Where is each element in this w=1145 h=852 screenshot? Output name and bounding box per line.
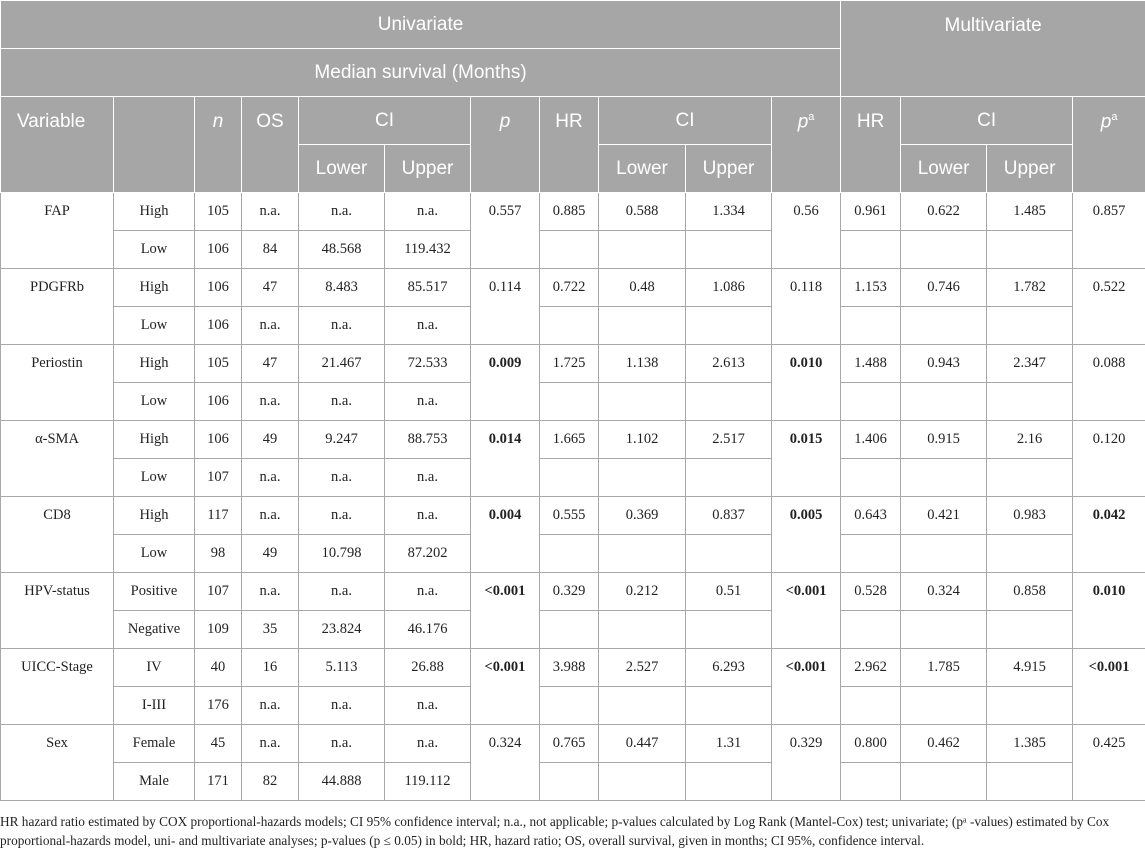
os-cell: n.a. — [242, 459, 299, 497]
level-cell: Low — [114, 231, 195, 269]
multi-ci-lower-cell: 0.324 — [901, 573, 987, 611]
hr-cell: 0.329 — [540, 573, 599, 611]
os-ci-lower-cell: n.a. — [299, 307, 385, 345]
hr-ci-upper-cell: 0.51 — [686, 573, 772, 611]
os-cell: 49 — [242, 421, 299, 459]
multi-ci-upper-cell — [987, 231, 1073, 269]
multi-hr-cell: 2.962 — [841, 649, 901, 687]
os-ci-lower-cell: 5.113 — [299, 649, 385, 687]
multi-hr-cell — [841, 763, 901, 801]
multi-ci-lower-cell: 0.746 — [901, 269, 987, 307]
p-cell: <0.001 — [471, 649, 540, 725]
multi-hr-cell — [841, 307, 901, 345]
hr-ci-upper-cell: 0.837 — [686, 497, 772, 535]
os-ci-upper-cell: 72.533 — [385, 345, 471, 383]
level-cell: High — [114, 421, 195, 459]
variable-header: Variable — [1, 97, 114, 193]
table-row — [1, 573, 1145, 611]
hr-ci-lower-cell: 1.138 — [599, 345, 686, 383]
level-cell: Low — [114, 383, 195, 421]
os-ci-lower-cell: n.a. — [299, 193, 385, 231]
pa-cell: 0.010 — [772, 345, 841, 421]
os-ci-lower-cell: 44.888 — [299, 763, 385, 801]
multi-hr-cell: 0.528 — [841, 573, 901, 611]
p-cell: <0.001 — [471, 573, 540, 649]
multi-hr-cell: 1.488 — [841, 345, 901, 383]
os-cell: n.a. — [242, 687, 299, 725]
pa-cell: <0.001 — [772, 573, 841, 649]
hr-ci-upper-cell — [686, 611, 772, 649]
level-cell: Positive — [114, 573, 195, 611]
hr-cell: 1.665 — [540, 421, 599, 459]
univariate-header: Univariate — [1, 1, 841, 49]
multi-pa-cell: 0.088 — [1073, 345, 1145, 421]
hr-cell: 3.988 — [540, 649, 599, 687]
multi-ci-lower-cell: 0.462 — [901, 725, 987, 763]
table-footnote: HR hazard ratio estimated by COX proportional-hazards models; CI 95% confidence interval; n.a., not applicable; p-values calculated by Log Rank (Mantel-Cox) test; univariate; (pᵃ -values) estimated by Cox proportional-hazards model, uni- and multivariate analyses; p-values (p ≤ 0.05) in bold; HR, hazard ratio; OS, overall survival, given in months; CI 95%, confidence interval. — [0, 814, 1110, 848]
level-cell: I-III — [114, 687, 195, 725]
multi-ci-lower-cell: 0.943 — [901, 345, 987, 383]
hr-header: HR — [540, 97, 599, 193]
p-header: p — [471, 97, 540, 193]
multi-ci-lower-cell — [901, 459, 987, 497]
variable-cell: Sex — [1, 725, 114, 801]
n-cell: 106 — [195, 383, 242, 421]
hr-ci-lower-cell: 0.212 — [599, 573, 686, 611]
n-cell: 106 — [195, 269, 242, 307]
table-row — [1, 497, 1145, 535]
multi-ci-lower-cell: 0.622 — [901, 193, 987, 231]
os-cell: n.a. — [242, 725, 299, 763]
n-cell: 106 — [195, 307, 242, 345]
hr-ci-upper-cell — [686, 535, 772, 573]
median-survival-header: Median survival (Months) — [1, 49, 841, 97]
p-cell: 0.004 — [471, 497, 540, 573]
hr-ci-upper-cell: 1.334 — [686, 193, 772, 231]
hr-ci-lower-cell — [599, 687, 686, 725]
multi-ci-upper-cell: 0.983 — [987, 497, 1073, 535]
hr-ci-lower-cell — [599, 231, 686, 269]
hr-cell — [540, 763, 599, 801]
os-ci-lower-cell: n.a. — [299, 573, 385, 611]
hr-cell: 0.885 — [540, 193, 599, 231]
os-ci-lower-cell: n.a. — [299, 725, 385, 763]
variable-cell: CD8 — [1, 497, 114, 573]
multi-ci-upper-cell: 1.385 — [987, 725, 1073, 763]
os-ci-lower-cell: 21.467 — [299, 345, 385, 383]
multi-pa-cell: <0.001 — [1073, 649, 1145, 725]
multi-hr-cell: 1.153 — [841, 269, 901, 307]
pa-cell: 0.015 — [772, 421, 841, 497]
hr-ci-lower-cell: 2.527 — [599, 649, 686, 687]
p-cell: 0.014 — [471, 421, 540, 497]
multi-ci-upper-cell: 1.782 — [987, 269, 1073, 307]
hr-ci-lower-cell — [599, 535, 686, 573]
multi-ci-upper-cell — [987, 307, 1073, 345]
multi-hr-cell — [841, 383, 901, 421]
level-cell: High — [114, 497, 195, 535]
hr-ci-header: CI — [599, 97, 772, 145]
multi-hr-header: HR — [841, 97, 901, 193]
level-cell: High — [114, 345, 195, 383]
table-row — [1, 687, 1145, 725]
os-ci-upper-cell: n.a. — [385, 725, 471, 763]
multi-ci-lower-cell — [901, 763, 987, 801]
n-cell: 171 — [195, 763, 242, 801]
os-ci-upper-cell: 87.202 — [385, 535, 471, 573]
os-ci-lower-cell: 8.483 — [299, 269, 385, 307]
multi-ci-lower-cell — [901, 307, 987, 345]
os-cell: 47 — [242, 269, 299, 307]
table-row — [1, 345, 1145, 383]
p-cell: 0.557 — [471, 193, 540, 269]
multi-ci-lower-cell — [901, 535, 987, 573]
os-ci-upper-cell: n.a. — [385, 497, 471, 535]
multi-ci-upper-cell — [987, 687, 1073, 725]
multi-ci-lower-cell — [901, 687, 987, 725]
ci-header: CI — [299, 97, 471, 145]
os-cell: 16 — [242, 649, 299, 687]
n-cell: 117 — [195, 497, 242, 535]
hr-ci-lower-cell — [599, 763, 686, 801]
os-ci-upper-cell: n.a. — [385, 307, 471, 345]
multi-hr-cell: 0.800 — [841, 725, 901, 763]
os-cell: 35 — [242, 611, 299, 649]
table-row — [1, 383, 1145, 421]
multi-ci-lower-header: Lower — [901, 145, 987, 193]
hr-ci-upper-cell: 6.293 — [686, 649, 772, 687]
multi-pa-cell: 0.522 — [1073, 269, 1145, 345]
multi-ci-upper-cell: 0.858 — [987, 573, 1073, 611]
n-header: n — [195, 97, 242, 193]
table-row — [1, 421, 1145, 459]
os-ci-upper-cell: 26.88 — [385, 649, 471, 687]
pa-cell: 0.329 — [772, 725, 841, 801]
multi-ci-upper-cell — [987, 383, 1073, 421]
os-ci-lower-cell: n.a. — [299, 497, 385, 535]
multi-hr-cell: 1.406 — [841, 421, 901, 459]
hr-ci-upper-cell: 2.613 — [686, 345, 772, 383]
hr-ci-upper-header: Upper — [686, 145, 772, 193]
hr-ci-lower-cell — [599, 459, 686, 497]
os-cell: 84 — [242, 231, 299, 269]
os-ci-upper-cell: n.a. — [385, 193, 471, 231]
multi-ci-lower-cell — [901, 611, 987, 649]
os-header: OS — [242, 97, 299, 193]
hr-cell: 0.555 — [540, 497, 599, 535]
n-cell: 107 — [195, 459, 242, 497]
os-ci-upper-cell: 119.112 — [385, 763, 471, 801]
n-cell: 98 — [195, 535, 242, 573]
hr-ci-lower-cell: 0.48 — [599, 269, 686, 307]
level-cell: Low — [114, 459, 195, 497]
os-ci-lower-cell: 10.798 — [299, 535, 385, 573]
multi-ci-upper-cell: 1.485 — [987, 193, 1073, 231]
multi-ci-upper-header: Upper — [987, 145, 1073, 193]
os-ci-upper-cell: n.a. — [385, 383, 471, 421]
variable-cell: UICC-Stage — [1, 649, 114, 725]
os-ci-upper-cell: 119.432 — [385, 231, 471, 269]
n-cell: 105 — [195, 345, 242, 383]
os-cell: n.a. — [242, 497, 299, 535]
os-ci-upper-cell: n.a. — [385, 459, 471, 497]
variable-cell: FAP — [1, 193, 114, 269]
variable-cell: α-SMA — [1, 421, 114, 497]
hr-ci-lower-cell — [599, 383, 686, 421]
hr-ci-lower-header: Lower — [599, 145, 686, 193]
hr-ci-upper-cell — [686, 231, 772, 269]
os-ci-lower-header: Lower — [299, 145, 385, 193]
p-cell: 0.114 — [471, 269, 540, 345]
multi-pa-cell: 0.010 — [1073, 573, 1145, 649]
hr-ci-lower-cell — [599, 611, 686, 649]
multi-pa-cell: 0.857 — [1073, 193, 1145, 269]
variable-cell: HPV-status — [1, 573, 114, 649]
n-cell: 176 — [195, 687, 242, 725]
p-cell: 0.009 — [471, 345, 540, 421]
level-cell: Negative — [114, 611, 195, 649]
multi-pa-cell: 0.120 — [1073, 421, 1145, 497]
level-cell: IV — [114, 649, 195, 687]
multi-ci-lower-cell: 0.421 — [901, 497, 987, 535]
os-cell: 49 — [242, 535, 299, 573]
pa-cell: 0.005 — [772, 497, 841, 573]
multi-hr-cell: 0.961 — [841, 193, 901, 231]
table-row — [1, 725, 1145, 763]
multi-hr-cell: 0.643 — [841, 497, 901, 535]
n-cell: 106 — [195, 421, 242, 459]
table-row — [1, 459, 1145, 497]
multi-pa-cell: 0.042 — [1073, 497, 1145, 573]
multi-ci-lower-cell — [901, 383, 987, 421]
multi-ci-lower-cell — [901, 231, 987, 269]
os-cell: 47 — [242, 345, 299, 383]
multi-ci-upper-cell: 2.16 — [987, 421, 1073, 459]
multi-hr-cell — [841, 459, 901, 497]
n-cell: 109 — [195, 611, 242, 649]
level-cell: Female — [114, 725, 195, 763]
table-row — [1, 611, 1145, 649]
hr-ci-lower-cell: 0.369 — [599, 497, 686, 535]
multi-ci-lower-cell: 0.915 — [901, 421, 987, 459]
pa-cell: 0.56 — [772, 193, 841, 269]
hr-cell — [540, 231, 599, 269]
multi-ci-upper-cell — [987, 459, 1073, 497]
multi-pa-cell: 0.425 — [1073, 725, 1145, 801]
multi-hr-cell — [841, 611, 901, 649]
variable-cell: Periostin — [1, 345, 114, 421]
pa-header: $p^a$ — [772, 97, 841, 193]
level-cell: Low — [114, 307, 195, 345]
hr-ci-upper-cell — [686, 459, 772, 497]
level-cell: Male — [114, 763, 195, 801]
multi-ci-upper-cell — [987, 611, 1073, 649]
os-ci-lower-cell: 48.568 — [299, 231, 385, 269]
os-cell: n.a. — [242, 307, 299, 345]
hr-ci-upper-cell: 2.517 — [686, 421, 772, 459]
multi-ci-upper-cell: 2.347 — [987, 345, 1073, 383]
variable-cell: PDGFRb — [1, 269, 114, 345]
level-cell: High — [114, 193, 195, 231]
multi-hr-cell — [841, 535, 901, 573]
hr-cell — [540, 535, 599, 573]
p-cell: 0.324 — [471, 725, 540, 801]
hr-cell — [540, 459, 599, 497]
table-row — [1, 193, 1145, 231]
hr-cell — [540, 611, 599, 649]
hr-ci-lower-cell: 0.447 — [599, 725, 686, 763]
os-ci-upper-cell: 88.753 — [385, 421, 471, 459]
os-ci-upper-header: Upper — [385, 145, 471, 193]
os-ci-upper-cell: n.a. — [385, 687, 471, 725]
os-ci-lower-cell: n.a. — [299, 383, 385, 421]
os-cell: 82 — [242, 763, 299, 801]
table-row — [1, 269, 1145, 307]
os-cell: n.a. — [242, 573, 299, 611]
os-ci-lower-cell: n.a. — [299, 459, 385, 497]
os-cell: n.a. — [242, 383, 299, 421]
table-row — [1, 649, 1145, 687]
level-header — [114, 97, 195, 193]
n-cell: 45 — [195, 725, 242, 763]
n-cell: 40 — [195, 649, 242, 687]
hr-ci-upper-cell — [686, 307, 772, 345]
n-cell: 105 — [195, 193, 242, 231]
hr-cell: 0.765 — [540, 725, 599, 763]
os-ci-upper-cell: 85.517 — [385, 269, 471, 307]
table-row — [1, 535, 1145, 573]
table-row — [1, 307, 1145, 345]
level-cell: High — [114, 269, 195, 307]
hr-ci-lower-cell: 1.102 — [599, 421, 686, 459]
hr-cell — [540, 383, 599, 421]
os-ci-lower-cell: n.a. — [299, 687, 385, 725]
multivariate-header: Multivariate — [841, 1, 1145, 97]
os-cell: n.a. — [242, 193, 299, 231]
hr-ci-upper-cell — [686, 687, 772, 725]
hr-ci-upper-cell — [686, 763, 772, 801]
hr-cell — [540, 687, 599, 725]
os-ci-upper-cell: 46.176 — [385, 611, 471, 649]
multi-ci-upper-cell — [987, 763, 1073, 801]
level-cell: Low — [114, 535, 195, 573]
pa-cell: 0.118 — [772, 269, 841, 345]
multi-hr-cell — [841, 687, 901, 725]
pa-cell: <0.001 — [772, 649, 841, 725]
multi-hr-cell — [841, 231, 901, 269]
hr-ci-lower-cell: 0.588 — [599, 193, 686, 231]
hr-ci-upper-cell: 1.31 — [686, 725, 772, 763]
multi-ci-upper-cell — [987, 535, 1073, 573]
table-row — [1, 231, 1145, 269]
multi-ci-lower-cell: 1.785 — [901, 649, 987, 687]
hr-cell — [540, 307, 599, 345]
os-ci-upper-cell: n.a. — [385, 573, 471, 611]
n-cell: 106 — [195, 231, 242, 269]
table-row — [1, 763, 1145, 801]
hr-ci-upper-cell — [686, 383, 772, 421]
hr-cell: 1.725 — [540, 345, 599, 383]
hr-cell: 0.722 — [540, 269, 599, 307]
n-cell: 107 — [195, 573, 242, 611]
multi-ci-header: CI — [901, 97, 1073, 145]
hr-ci-upper-cell: 1.086 — [686, 269, 772, 307]
os-ci-lower-cell: 23.824 — [299, 611, 385, 649]
multi-ci-upper-cell: 4.915 — [987, 649, 1073, 687]
hr-ci-lower-cell — [599, 307, 686, 345]
multi-pa-header: $p^a$ — [1073, 97, 1145, 193]
os-ci-lower-cell: 9.247 — [299, 421, 385, 459]
